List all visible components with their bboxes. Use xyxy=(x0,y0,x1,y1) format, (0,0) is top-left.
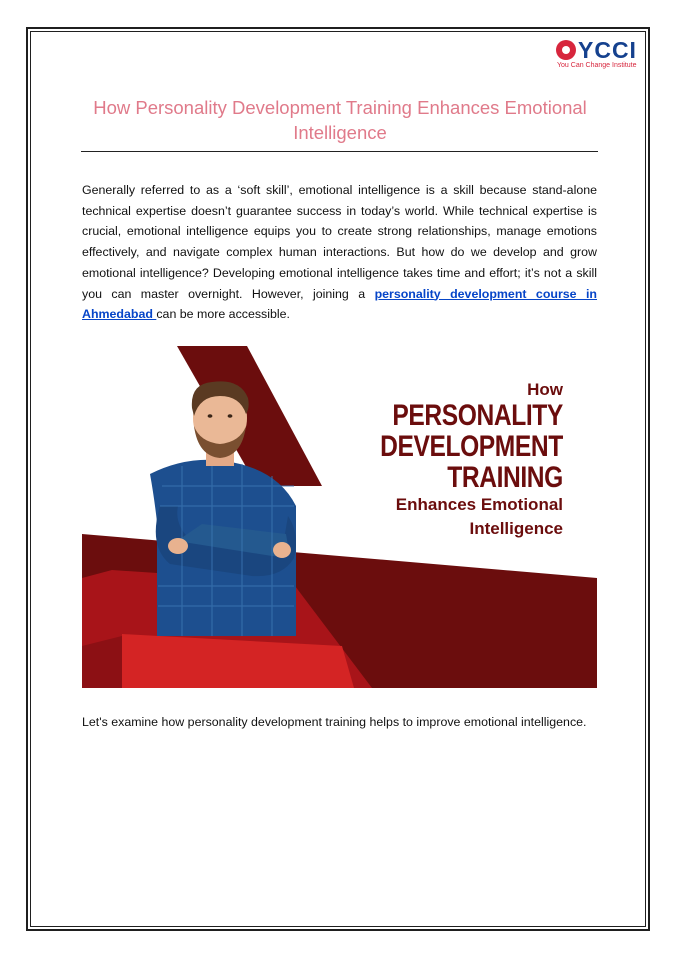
person-eye-right xyxy=(228,414,233,418)
course-link[interactable]: personality development course in Ahmedabad xyxy=(82,286,598,322)
banner-line-intelligence: Intelligence xyxy=(469,519,563,538)
ycci-logo xyxy=(556,37,642,76)
logo-tagline: You Can Change Institute xyxy=(557,62,637,69)
banner-heading xyxy=(340,380,563,541)
intro-after-link: can be more accessible. xyxy=(156,307,290,322)
person-eye-left xyxy=(208,414,213,418)
title-divider xyxy=(81,151,598,152)
intro-paragraph xyxy=(82,180,597,325)
feature-banner-image xyxy=(82,346,597,688)
person-hand-left xyxy=(168,538,188,554)
intro-text: Generally referred to as a ‘soft skill’, emotional intelligence is a skill because stand-alone technical expertise doesn’t guarantee success in today’s world. While technical expertise is crucial, emotional intelligence equips you to create strong relationships, manage emotions effectively, and navigate complex human interactions. But how do we develop and grow emotional intelligence? Developing emotional intelligence takes time and effort; it’s not a skill you can master overnight. However, joining a xyxy=(82,183,597,301)
person-hand-right xyxy=(273,542,291,558)
banner-line-training: TRAINING xyxy=(447,461,563,494)
logo-mark-icon xyxy=(556,40,576,60)
article-title: How Personality Development Training Enhances Emotional Intelligence xyxy=(93,97,587,143)
logo-name: YCCI xyxy=(578,37,637,63)
banner-line-development: DEVELOPMENT xyxy=(380,430,563,463)
banner-line-personality: PERSONALITY xyxy=(392,399,563,432)
banner-how: How xyxy=(527,380,563,399)
closing-paragraph: Let's examine how personality development training helps to improve emotional intelligence. xyxy=(82,715,587,729)
banner-line-enhances: Enhances Emotional xyxy=(395,495,563,514)
